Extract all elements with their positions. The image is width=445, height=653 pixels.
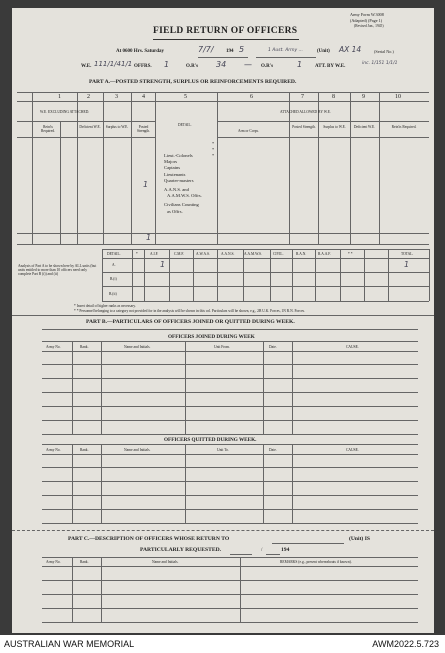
ors-label: O.R's [186, 64, 199, 69]
category-list [164, 153, 202, 215]
quitted-col: Army No. [46, 448, 61, 452]
analysis-header: R.A.N. [296, 252, 307, 256]
analysis-header: * * [348, 252, 353, 256]
year-printed: 194 [226, 49, 234, 54]
analysis-header: TOTAL. [401, 252, 414, 256]
col-reints-att: Rein'ts Required. [391, 125, 417, 129]
col-num-5: 5 [184, 94, 187, 100]
serial-handwritten: AX 14 [339, 45, 362, 54]
col-num-3: 3 [115, 94, 118, 100]
part-c-particularly: PARTICULARLY REQUESTED. [140, 547, 222, 553]
category-item: as Offrs. [167, 208, 183, 214]
quitted-heading: OFFICERS QUITTED DURING WEEK. [164, 437, 257, 443]
analysis-row-label: A. [112, 263, 116, 267]
joined-col: Rank. [80, 345, 89, 349]
analysis-header: A.A.M.W.S. [244, 252, 262, 256]
offrs-label: OFFRS. [134, 64, 152, 69]
we-excluding-attached: W.E. EXCLUDING ATTACHED. [40, 110, 90, 114]
form-revised: (Revised Jan., 1945) [354, 24, 384, 28]
year-handwritten: 5 [239, 45, 245, 54]
unit-line [256, 57, 316, 58]
form-adapted: (Adapted) (Page 1) [350, 18, 383, 23]
analysis-header: R.A.A.F. [318, 252, 331, 256]
category-item: A.A.N.S. and [164, 187, 189, 193]
serial-handwritten-2: inc. 1/151 1/1/1 [362, 61, 398, 66]
part-b-heading: PART B.—PARTICULARS OF OFFICERS JOINED OR QUITTED DURING WEEK. [86, 319, 295, 325]
col-surplus-to-we: Surplus to W.E. [105, 125, 129, 129]
category-item: Quarter-masters [164, 177, 194, 183]
part-c-col: Army No. [46, 560, 61, 564]
we-label: W.E. [81, 64, 92, 69]
ors-attached-handwritten: 1 [297, 60, 303, 69]
quitted-col: Date. [269, 448, 277, 452]
part-a-heading: PART A.—POSTED STRENGTH, SURPLUS OR REINFORCEMENTS REQUIRED. [89, 79, 297, 85]
part-c-col: Rank. [80, 560, 89, 564]
joined-col: Army No. [46, 345, 61, 349]
archive-footer [0, 635, 445, 653]
category-item: Lieut.-Colonels [164, 153, 193, 158]
part-c-col: Name and Initials. [152, 560, 179, 564]
analysis-header: A.A.N.S. [221, 252, 235, 256]
part-c-unit-line [272, 543, 344, 544]
footer-institution: AUSTRALIAN WAR MEMORIAL [4, 639, 135, 649]
joined-col: Unit From. [214, 345, 230, 349]
category-item: Lieutenants [164, 171, 186, 177]
part-c-unit-is: (Unit) IS [349, 536, 370, 542]
footnote-1: * Insert detail of higher ranks as necessary. [74, 304, 136, 308]
offrs-attached-handwritten: — [244, 60, 252, 69]
form-sheet [12, 8, 434, 633]
analysis-header: A.W.A.S. [196, 252, 210, 256]
col-surplus-att: Surplus to W.E. [323, 125, 346, 129]
analysis-row-label: B.(i) [110, 277, 117, 281]
at-hours-label: At 0600 Hrs. Saturday [116, 49, 165, 54]
analysis-header: * [136, 252, 138, 256]
col-reints-required: Rein'ts Required. [40, 125, 56, 133]
serial-label: (Serial No.) [374, 49, 394, 54]
col-num-2: 2 [87, 94, 90, 100]
part-b-top-rule [12, 315, 434, 316]
date-handwritten: 7/7/ [198, 45, 214, 54]
unit-label: (Unit) [317, 49, 330, 54]
joined-col: Name and Initials. [124, 345, 151, 349]
part-c-heading: PART C.—DESCRIPTION OF OFFICERS WHOSE RETURN TO [68, 536, 230, 542]
col-num-6: 6 [250, 94, 253, 100]
footnote-2: * * Personnel belonging to a category not provided for in the analysis will be shown in this col. Particulars will be shown, e.g., 2B U.K. Forces, 1N R.N. Forces. [74, 309, 305, 313]
form-title: FIELD RETURN OF OFFICERS [153, 26, 298, 36]
col-num-8: 8 [332, 94, 335, 100]
ors-attached-label: O.R's [261, 64, 274, 69]
date-line [198, 57, 248, 58]
part-c-year: 194 [281, 547, 290, 553]
unit-handwritten: 1 Aust. Army ... [268, 48, 303, 53]
star-marker-1: * [212, 141, 215, 146]
we-handwritten: 111/1/41/1 [94, 60, 133, 68]
quitted-col: CAUSE. [346, 448, 359, 452]
offrs-handwritten: 1 [164, 60, 170, 69]
star-marker-3: * [212, 153, 215, 158]
part-c-date-slash: / [261, 548, 263, 553]
quitted-col: Name and Initials. [124, 448, 151, 452]
col-arm-corps: Arm or Corps. [238, 129, 259, 133]
star-marker-2: * [212, 147, 215, 152]
col-deficient-att: Deficient W.E. [353, 125, 376, 129]
col-posted-strength: Posted Strength. [136, 125, 151, 133]
col-num-10: 10 [395, 94, 401, 100]
part-c-cut-line [12, 530, 434, 531]
col-deficient-we: Deficient W.E. [79, 125, 101, 129]
category-item: A.A.M.W.S. Offrs. [167, 193, 202, 199]
category-item: Civilians Counting [164, 202, 199, 208]
col-num-1: 1 [58, 94, 61, 100]
att-by-we-label: ATT. BY W.E. [315, 64, 346, 69]
analysis-header: A.I.F. [150, 252, 159, 256]
col-num-4: 4 [142, 94, 145, 100]
analysis-note: Analysis of Part A to be shown here by ALL units (but units entitled to more than 10 officers need only complete Part B (i)) and (ii) [18, 264, 97, 276]
quitted-col: Unit To. [217, 448, 229, 452]
joined-heading: OFFICERS JOINED DURING WEEK [168, 334, 255, 340]
col-num-7: 7 [301, 94, 304, 100]
part-c-date-line-2 [266, 554, 280, 555]
title-underline [153, 39, 299, 40]
ors-handwritten: 34 [216, 60, 227, 69]
analysis-header: DETAIL. [107, 252, 121, 256]
analysis-total-handwritten: 1 [404, 260, 410, 269]
part-c-col: REMARKS (e.g., present whereabouts if known). [280, 560, 352, 564]
analysis-header: CIVIL. [273, 252, 284, 256]
posted-total-handwritten: 1 [146, 233, 152, 242]
quitted-col: Rank. [80, 448, 89, 452]
joined-col: CAUSE. [346, 345, 359, 349]
col-num-9: 9 [362, 94, 365, 100]
form-number: Army Form W.3008 [350, 12, 384, 17]
posted-strength-handwritten: 1 [143, 180, 149, 189]
analysis-aif-handwritten: 1 [160, 260, 166, 269]
analysis-row-label: B.(ii) [109, 292, 117, 296]
part-c-date-line-1 [230, 554, 252, 555]
analysis-header: C.M.F. [174, 252, 184, 256]
category-item: Captains [164, 165, 181, 171]
joined-col: Date. [269, 345, 277, 349]
category-item: Majors [164, 159, 178, 165]
footer-accession: AWM2022.5.723 [372, 639, 439, 649]
col-posted-strength-att: Posted Strength. [292, 125, 316, 129]
col-detail: DETAIL. [178, 123, 192, 127]
attached-allowed: ATTACHED ALLOWED BY W.E. [280, 110, 331, 114]
